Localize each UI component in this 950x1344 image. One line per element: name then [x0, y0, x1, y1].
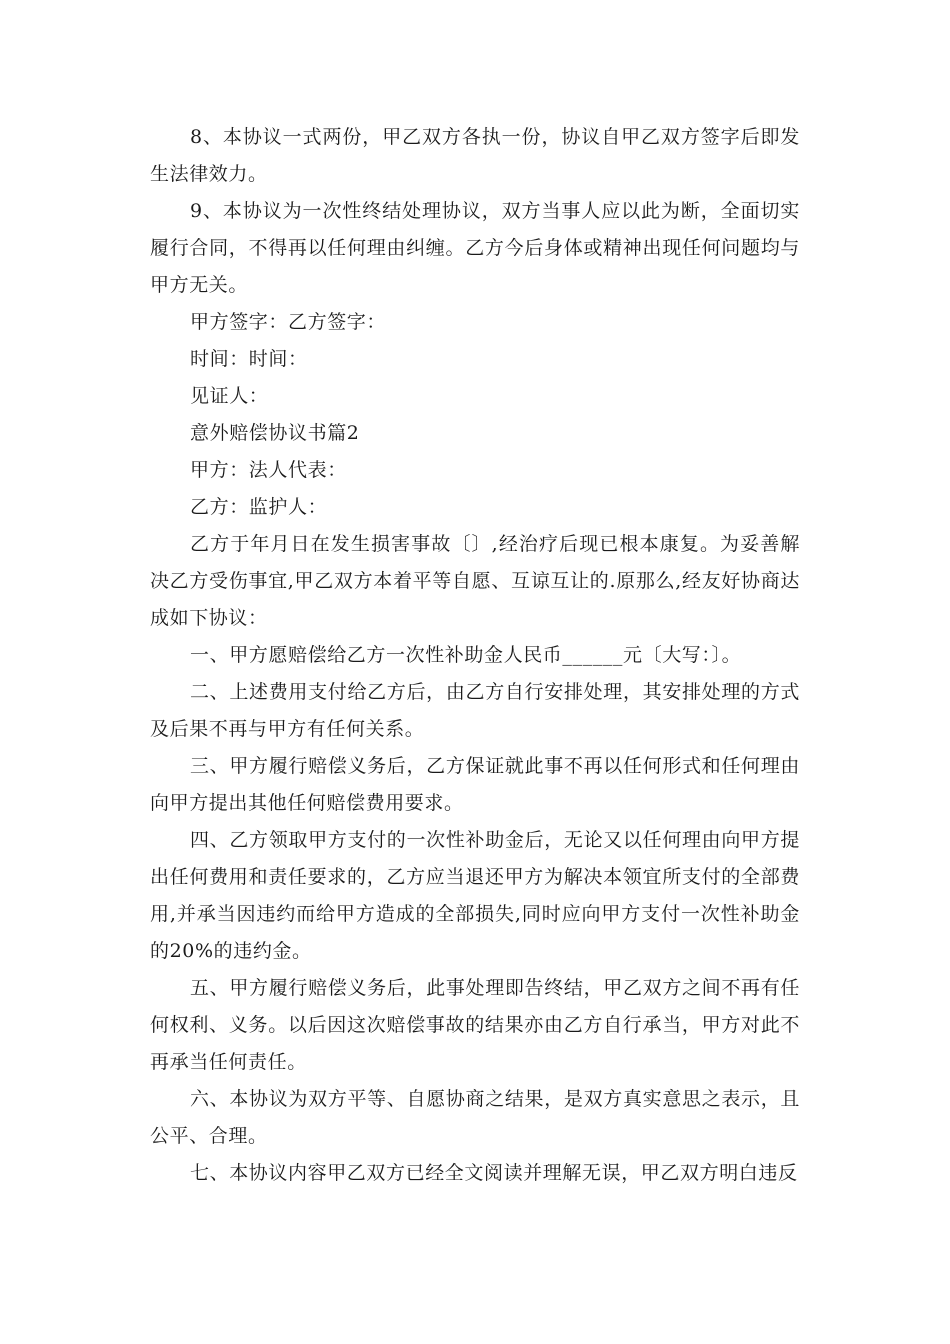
signature-line: 甲方签字：乙方签字： [190, 311, 387, 333]
clause-8: 8、本协议一式两份，甲乙双方各执一份，协议自甲乙双方签字后即发生法律效力。 [150, 126, 800, 185]
preamble-paragraph: 乙方于年月日在发生损害事故〔〕,经治疗后现已根本康复。为妥善解决乙方受伤事宜,甲乙双方本着平等自愿、互谅互让的.原那么,经友好协商达成如下协议： [150, 533, 800, 629]
clause-two: 二、上述费用支付给乙方后，由乙方自行安排处理，其安排处理的方式及后果不再与甲方有任何关系。 [150, 681, 800, 740]
witness-line: 见证人： [190, 385, 269, 407]
party-a-line: 甲方：法人代表： [190, 459, 347, 481]
clause-9: 9、本协议为一次性终结处理协议，双方当事人应以此为断，全面切实履行合同，不得再以任何理由纠缠。乙方今后身体或精神出现任何问题均与甲方无关。 [150, 200, 800, 296]
clause-six: 六、本协议为双方平等、自愿协商之结果，是双方真实意思之表示，且公平、合理。 [150, 1088, 800, 1147]
document-body [150, 119, 800, 1192]
clause-three: 三、甲方履行赔偿义务后，乙方保证就此事不再以任何形式和任何理由向甲方提出其他任何赔偿费用要求。 [150, 755, 800, 814]
clause-seven: 七、本协议内容甲乙双方已经全文阅读并理解无误，甲乙双方明白违反 [190, 1162, 798, 1184]
section-title: 意外赔偿协议书篇2 [190, 422, 360, 444]
clause-four: 四、乙方领取甲方支付的一次性补助金后，无论又以任何理由向甲方提出任何费用和责任要求的，乙方应当退还甲方为解决本领宜所支付的全部费用,并承当因违约而给甲方造成的全部损失,同时应向甲方支付一次性补助金的20%的违约金。 [150, 829, 800, 962]
date-line: 时间：时间： [190, 348, 308, 370]
clause-one: 一、甲方愿赔偿给乙方一次性补助金人民币______元〔大写：〕。 [190, 644, 742, 666]
clause-five: 五、甲方履行赔偿义务后，此事处理即告终结，甲乙双方之间不再有任何权利、义务。以后因这次赔偿事故的结果亦由乙方自行承当，甲方对此不再承当任何责任。 [150, 977, 800, 1073]
party-b-line: 乙方：监护人： [190, 496, 328, 518]
